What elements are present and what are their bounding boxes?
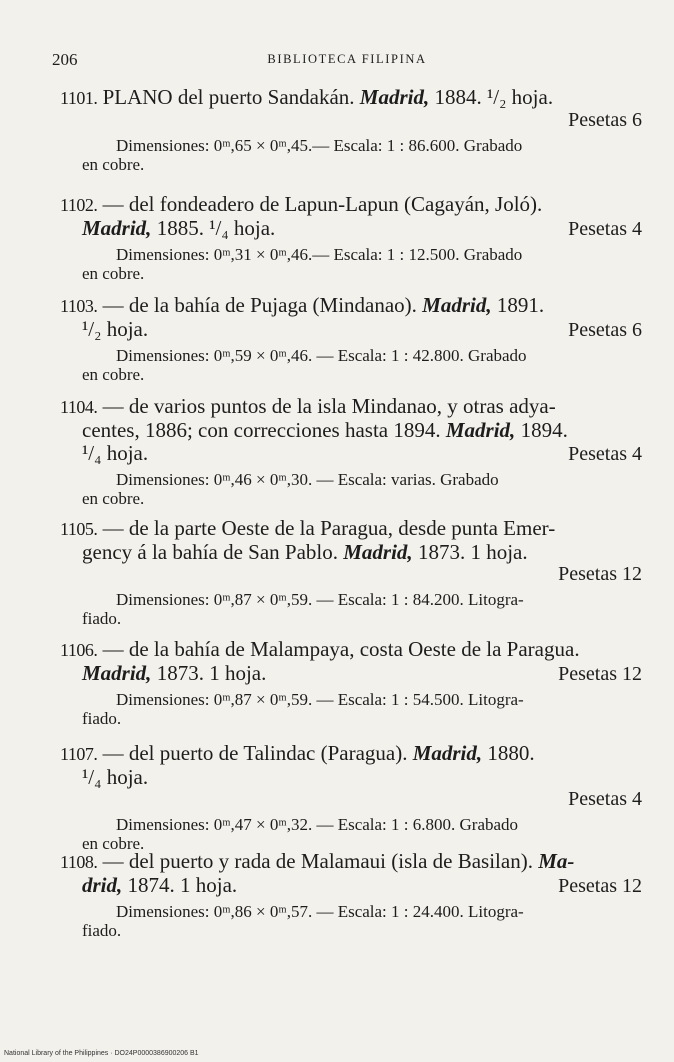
- entry-price: Pesetas 4: [568, 218, 642, 240]
- entry-dimensions: Dimensiones: 0ᵐ,86 × 0ᵐ,57. — Escala: 1 : 24.400. Litogra- fiado.: [82, 902, 524, 940]
- catalog-entry-1106: 1106. — de la bahía de Malampaya, costa Oeste de la Paragua. Madrid, 1873. 1 hoja. Pesetas 12 Dimensiones: 0ᵐ,87 × 0ᵐ,59. — Escala: 1 : 54.500. Litogra- fiado.: [60, 637, 642, 728]
- entry-title: 1102. — del fondeadero de Lapun-Lapun (Cagayán, Joló).: [60, 192, 543, 216]
- entry-dimensions: Dimensiones: 0ᵐ,65 × 0ᵐ,45.— Escala: 1 : 86.600. Grabado en cobre.: [82, 136, 523, 174]
- entry-title: 1105. — de la parte Oeste de la Paragua, desde punta Emer-: [60, 516, 556, 540]
- page-header: [52, 50, 642, 74]
- entry-dimensions: Dimensiones: 0ᵐ,47 × 0ᵐ,32. — Escala: 1 : 6.800. Grabado en cobre.: [82, 815, 519, 853]
- entry-number: 1107.: [60, 744, 98, 764]
- entry-price: Pesetas 4: [568, 443, 642, 465]
- catalog-entry-1105: 1105. — de la parte Oeste de la Paragua, desde punta Emer- gency á la bahía de San Pablo. Madrid, 1873. 1 hoja. Pesetas 12 Dimensiones: 0ᵐ,87 × 0ᵐ,59. — Escala: 1 : 84.200. Litogra- fiado.: [60, 516, 642, 628]
- entry-number: 1103.: [60, 296, 98, 316]
- catalog-entry-1104: 1104. — de varios puntos de la isla Mindanao, y otras adya- centes, 1886; con correcciones hasta 1894. Madrid, 1894. ¹/₄ hoja. Pesetas 4 Dimensiones: 0ᵐ,46 × 0ᵐ,30. — Escala: varias. Grabado en cobre.: [60, 394, 642, 508]
- entry-number: 1101.: [60, 88, 98, 108]
- entry-dimensions: Dimensiones: 0ᵐ,87 × 0ᵐ,59. — Escala: 1 : 84.200. Litogra- fiado.: [82, 590, 524, 628]
- scan-footer: National Library of the Philippines · DO24P0000386900206 B1: [4, 1050, 199, 1057]
- running-title: BIBLIOTECA FILIPINA: [267, 52, 427, 66]
- catalog-entry-1102: 1102. — del fondeadero de Lapun-Lapun (Cagayán, Joló). Madrid, 1885. ¹/₄ hoja. Pesetas 4 Dimensiones: 0ᵐ,31 × 0ᵐ,46.— Escala: 1 : 12.500. Grabado en cobre.: [60, 192, 642, 283]
- entry-price: Pesetas 12: [558, 563, 642, 585]
- entry-price: Pesetas 4: [568, 788, 642, 810]
- entry-title: 1108. — del puerto y rada de Malamaui (isla de Basilan). Ma-: [60, 849, 575, 873]
- catalog-entry-1108: 1108. — del puerto y rada de Malamaui (isla de Basilan). Ma- drid, 1874. 1 hoja. Pesetas 12 Dimensiones: 0ᵐ,86 × 0ᵐ,57. — Escala: 1 : 24.400. Litogra- fiado.: [60, 849, 642, 940]
- entry-dimensions: Dimensiones: 0ᵐ,46 × 0ᵐ,30. — Escala: varias. Grabado en cobre.: [82, 470, 499, 508]
- entry-dimensions: Dimensiones: 0ᵐ,87 × 0ᵐ,59. — Escala: 1 : 54.500. Litogra- fiado.: [82, 690, 524, 728]
- entry-number: 1105.: [60, 519, 98, 539]
- catalog-entry-1107: 1107. — del puerto de Talindac (Paragua). Madrid, 1880. ¹/₄ hoja. Pesetas 4 Dimensiones: 0ᵐ,47 × 0ᵐ,32. — Escala: 1 : 6.800. Grabado en cobre.: [60, 741, 642, 853]
- entry-number: 1104.: [60, 397, 98, 417]
- entry-title: 1101. PLANO del puerto Sandakán. Madrid, 1884. ¹/₂ hoja.: [60, 85, 554, 109]
- catalog-entry-1103: 1103. — de la bahía de Pujaga (Mindanao). Madrid, 1891. ¹/₂ hoja. Pesetas 6 Dimensiones: 0ᵐ,59 × 0ᵐ,46. — Escala: 1 : 42.800. Grabado en cobre.: [60, 293, 642, 384]
- entry-number: 1102.: [60, 195, 98, 215]
- catalog-entry-1101: [60, 86, 642, 174]
- entry-title: 1107. — del puerto de Talindac (Paragua). Madrid, 1880.: [60, 741, 535, 765]
- entry-dimensions: Dimensiones: 0ᵐ,59 × 0ᵐ,46. — Escala: 1 : 42.800. Grabado en cobre.: [82, 346, 527, 384]
- entry-price: Pesetas 12: [558, 875, 642, 897]
- entry-price: Pesetas 12: [558, 663, 642, 685]
- entry-dimensions: Dimensiones: 0ᵐ,31 × 0ᵐ,46.— Escala: 1 : 12.500. Grabado en cobre.: [82, 245, 523, 283]
- entry-title: 1103. — de la bahía de Pujaga (Mindanao). Madrid, 1891.: [60, 293, 545, 317]
- entry-title: 1104. — de varios puntos de la isla Mindanao, y otras adya-: [60, 394, 556, 418]
- entry-title: 1106. — de la bahía de Malampaya, costa Oeste de la Paragua.: [60, 637, 580, 661]
- entry-price: Pesetas 6: [568, 109, 642, 131]
- entry-number: 1108.: [60, 852, 98, 872]
- page-number: 206: [52, 50, 78, 69]
- entry-number: 1106.: [60, 640, 98, 660]
- entry-price: Pesetas 6: [568, 319, 642, 341]
